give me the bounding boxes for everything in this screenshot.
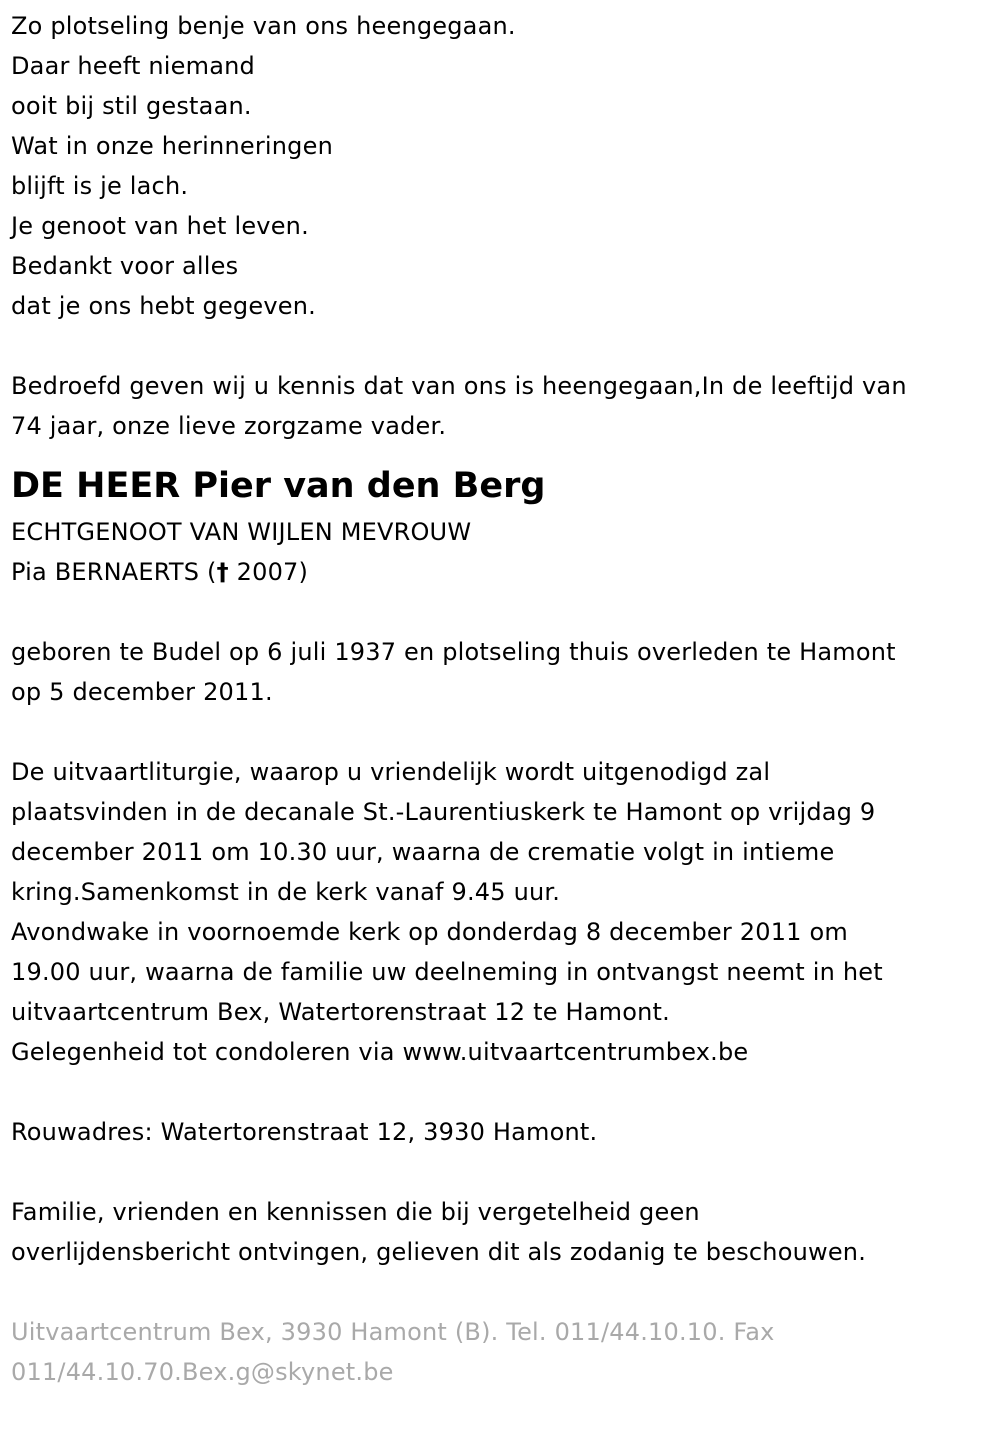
announcement-line: Bedroefd geven wij u kennis dat van ons is heengegaan,In de leeftijd van <box>11 372 907 400</box>
notice <box>11 1192 986 1272</box>
ceremony-line: plaatsvinden in de decanale St.-Laurentiuskerk te Hamont op vrijdag 9 <box>11 798 876 826</box>
spouse-name-suffix: 2007) <box>228 558 309 586</box>
ceremony <box>11 752 986 1072</box>
mourning-address: Rouwadres: Watertorenstraat 12, 3930 Hamont. <box>11 1118 598 1146</box>
poem-line: Zo plotseling benje van ons heengegaan. <box>11 12 516 40</box>
cross-icon: † <box>216 558 229 586</box>
ceremony-line: De uitvaartliturgie, waarop u vriendelijk wordt uitgenodigd zal <box>11 758 771 786</box>
birth-death-line: geboren te Budel op 6 juli 1937 en plotseling thuis overleden te Hamont <box>11 638 896 666</box>
poem-line: ooit bij stil gestaan. <box>11 92 252 120</box>
poem-line: Je genoot van het leven. <box>11 212 309 240</box>
poem-line: Bedankt voor alles <box>11 252 239 280</box>
birth-death-line: op 5 december 2011. <box>11 678 273 706</box>
obituary-document <box>11 6 986 1392</box>
announcement <box>11 366 986 446</box>
poem-line: Wat in onze herinneringen <box>11 132 333 160</box>
footer <box>11 1312 986 1392</box>
ceremony-line: Gelegenheid tot condoleren via www.uitvaartcentrumbex.be <box>11 1038 749 1066</box>
spouse-title: ECHTGENOOT VAN WIJLEN MEVROUW <box>11 518 472 546</box>
footer-line: 011/44.10.70.Bex.g@skynet.be <box>11 1358 394 1386</box>
deceased-name: DE HEER Pier van den Berg <box>11 466 546 506</box>
poem-line: blijft is je lach. <box>11 172 189 200</box>
notice-line: overlijdensbericht ontvingen, gelieven dit als zodanig te beschouwen. <box>11 1238 867 1266</box>
birth-death <box>11 632 986 712</box>
poem-line: dat je ons hebt gegeven. <box>11 292 316 320</box>
notice-line: Familie, vrienden en kennissen die bij vergetelheid geen <box>11 1198 700 1226</box>
announcement-line: 74 jaar, onze lieve zorgzame vader. <box>11 412 447 440</box>
footer-line: Uitvaartcentrum Bex, 3930 Hamont (B). Tel. 011/44.10.10. Fax <box>11 1318 775 1346</box>
ceremony-line: kring.Samenkomst in de kerk vanaf 9.45 uur. <box>11 878 561 906</box>
ceremony-line: Avondwake in voornoemde kerk op donderdag 8 december 2011 om <box>11 918 848 946</box>
poem-line: Daar heeft niemand <box>11 52 255 80</box>
ceremony-line: december 2011 om 10.30 uur, waarna de crematie volgt in intieme <box>11 838 835 866</box>
poem <box>11 6 986 326</box>
ceremony-line: 19.00 uur, waarna de familie uw deelneming in ontvangst neemt in het <box>11 958 883 986</box>
spouse-name-prefix: Pia BERNAERTS ( <box>11 558 217 586</box>
spouse-name <box>11 552 986 592</box>
ceremony-line: uitvaartcentrum Bex, Watertorenstraat 12 te Hamont. <box>11 998 670 1026</box>
